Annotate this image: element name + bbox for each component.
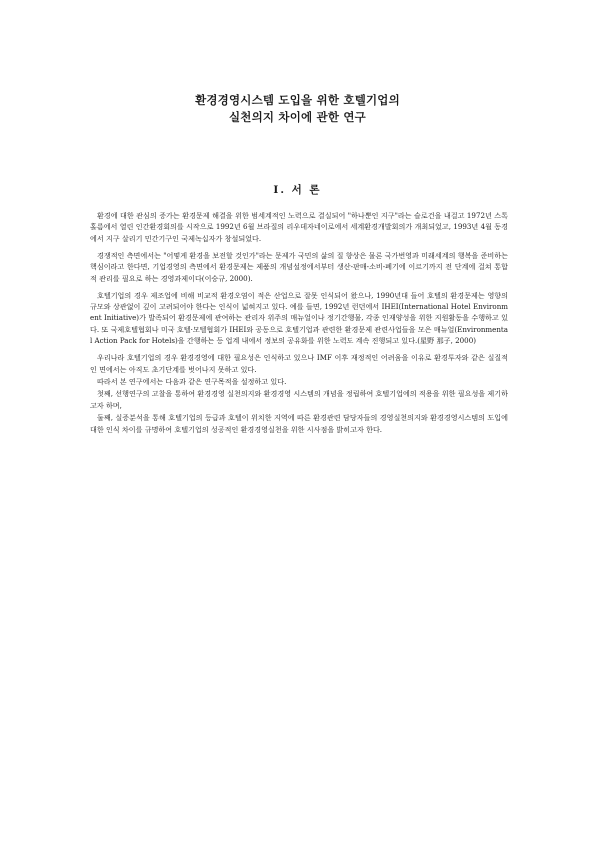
paragraph-6: 첫째, 선행연구의 고찰을 통하여 환경경영 실천의지와 환경경영 시스템의 개념을 정립하여 호텔기업에의 적용을 위한 필요성을 제기하고자 하며, bbox=[90, 389, 508, 410]
paper-title bbox=[0, 92, 595, 126]
body-text bbox=[90, 210, 508, 441]
title-line-1: 환경경영시스템 도입을 위한 호텔기업의 bbox=[195, 93, 400, 107]
section-heading-introduction: I. 서 론 bbox=[273, 184, 322, 196]
paragraph-7: 둘째, 실증분석을 통해 호텔기업의 등급과 호텔이 위치한 지역에 따른 환경관련 담당자들의 경영실천의지와 환경경영시스템의 도입에 대한 인식 차이를 규명하여 호텔기업의 성공적인 환경경영실천을 위한 시사점을 밝히고자 한다. bbox=[90, 413, 508, 434]
paragraph-5: 따라서 본 연구에서는 다음과 같은 연구목적을 설정하고 있다. bbox=[97, 377, 287, 387]
paragraph-3: 호텔기업의 경우 제조업에 비해 비교적 환경오염이 적은 산업으로 잘못 인식되어 왔으나, 1990년대 들어 호텔의 환경문제는 영향의 규모와 상관없이 깊이 고려되어야 한다는 인식이 넓혀지고 있다. 예를 들면, 1992년 런던에서 IHEI(International Hotel Environment Initiative)가 발족되어 환경문제에 관여하는 관리자 위주의 매뉴얼이나 정기간행물, 각종 인재양성을 위한 지원활동을 수행하고 있다. 또 국제호텔협회나 미국 호텔·모텔협회가 IHEI와 공동으로 호텔기업과 관련한 환경문제 관련사업들을 모은 매뉴얼(Environmental Action Pack for Hotels)을 간행하는 등 업계 내에서 정보의 공유화를 위한 노력도 계속 진행되고 있다.(星野 那子, 2000) bbox=[90, 290, 508, 346]
title-line-2: 실천의지 차이에 관한 연구 bbox=[228, 110, 366, 124]
paragraph-2: 경쟁적인 측면에서는 "어떻게 환경을 보전할 것인가"라는 문제가 국민의 삶의 질 향상은 물론 국가번영과 미래세계의 행복을 준비하는 핵심이라고 한다면, 기업경영의 측면에서 환경문제는 제품의 개념설정에서부터 생산-판매-소비-폐기에 이르기까지 전 단계에 걸쳐 통합적 관리를 필요로 하는 경영과제이다(이승규, 2000). bbox=[90, 250, 509, 283]
paragraph-4: 우리나라 호텔기업의 경우 환경경영에 대한 필요성은 인식하고 있으나 IMF 이후 재정적인 어려움을 이유로 환경투자와 같은 실질적인 면에서는 아직도 초기단계를 벗어나지 못하고 있다. bbox=[90, 353, 508, 374]
paragraph-1: 환경에 대한 관심의 증가는 환경문제 해결을 위한 범세계적인 노력으로 결실되어 "하나뿐인 지구"라는 슬로건을 내걸고 1972년 스톡홀름에서 열린 인간환경회의를 시작으로 1992년 6월 브라질의 리우데자네이로에서 세계환경개발회의가 개최되었고, 1993년 4월 동경에서 지구 살리기 민간기구인 국제녹십자가 창설되었다. bbox=[90, 211, 508, 243]
